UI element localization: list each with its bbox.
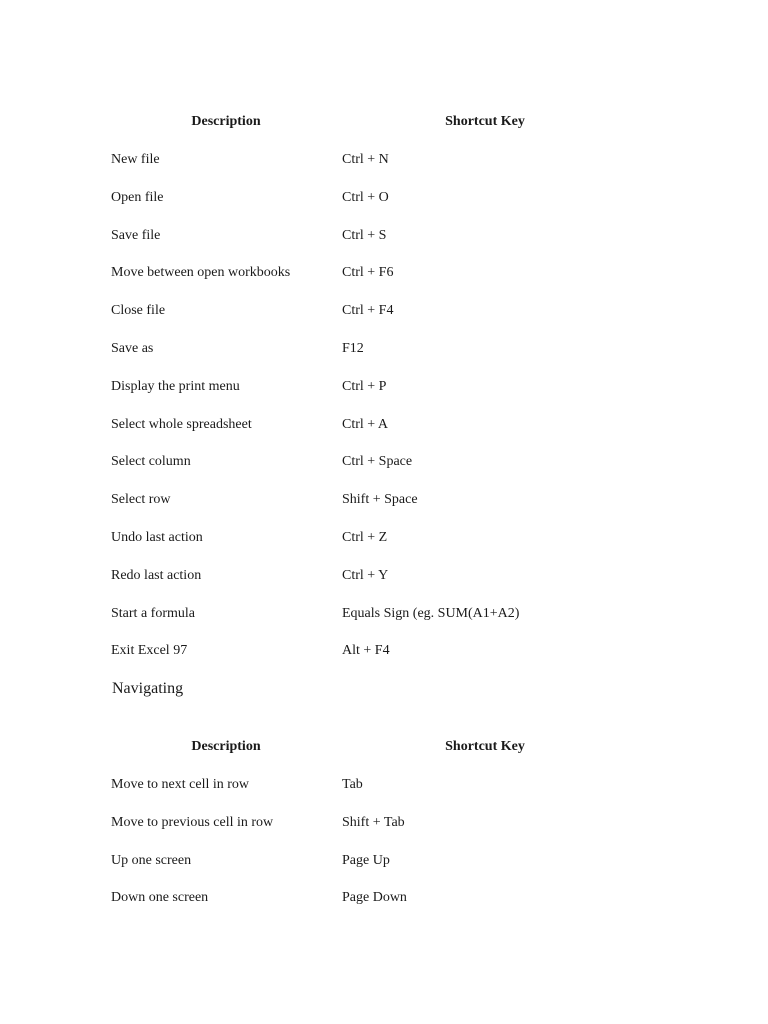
row-description: Move between open workbooks [111, 265, 291, 281]
row-description: Open file [111, 189, 164, 205]
column-header-description: Description [191, 114, 261, 129]
row-shortcut: Alt + F4 [342, 643, 390, 659]
table-row [111, 526, 611, 564]
column-header-description: Description [191, 739, 261, 754]
table-row [111, 224, 611, 262]
table-row [111, 375, 611, 413]
row-description: Undo last action [111, 529, 203, 545]
row-shortcut: Ctrl + A [342, 416, 389, 432]
row-description: Up one screen [111, 852, 192, 868]
column-header-shortcut-key: Shortcut Key [445, 739, 525, 754]
table-row [111, 299, 611, 337]
row-description: Save as [111, 340, 154, 356]
table-row [111, 564, 611, 602]
row-description: Exit Excel 97 [111, 643, 188, 659]
row-description: Start a formula [111, 605, 195, 621]
table-row [111, 413, 611, 451]
table-row [111, 886, 611, 924]
table-header-row [111, 735, 611, 773]
row-description: Move to next cell in row [111, 777, 250, 792]
shortcuts-table-general [111, 110, 611, 677]
row-description: Select whole spreadsheet [111, 416, 252, 432]
column-header-shortcut-key: Shortcut Key [445, 114, 525, 129]
table-row [111, 450, 611, 488]
table-row [111, 488, 611, 526]
row-shortcut: Ctrl + F4 [342, 303, 394, 319]
table-row [111, 186, 611, 224]
table-row [111, 602, 611, 640]
table-row [111, 148, 611, 186]
table-row [111, 337, 611, 375]
row-shortcut: Ctrl + Y [342, 567, 389, 583]
row-description: Down one screen [111, 890, 209, 906]
row-shortcut: Page Down [342, 890, 407, 906]
row-description: Move to previous cell in row [111, 814, 274, 830]
row-shortcut: Ctrl + F6 [342, 265, 394, 281]
shortcuts-table-navigating [111, 735, 611, 924]
table-row [111, 261, 611, 299]
table-row [111, 849, 611, 887]
table-row [111, 773, 611, 811]
section-heading-navigating: Navigating [112, 680, 184, 697]
row-description: Select row [111, 492, 171, 508]
table-header-row [111, 110, 611, 148]
row-shortcut: Shift + Space [342, 492, 418, 508]
row-shortcut: Ctrl + N [342, 152, 389, 167]
row-shortcut: Ctrl + Z [342, 529, 388, 545]
row-description: Save file [111, 227, 161, 243]
row-description: Display the print menu [111, 378, 240, 394]
row-shortcut: Ctrl + P [342, 378, 387, 394]
row-shortcut: Ctrl + S [342, 227, 387, 243]
table-row [111, 811, 611, 849]
row-description: New file [111, 152, 160, 167]
row-description: Close file [111, 303, 166, 319]
row-shortcut: Ctrl + Space [342, 454, 413, 470]
table-row [111, 639, 611, 677]
row-shortcut: Shift + Tab [342, 814, 405, 830]
row-shortcut: Ctrl + O [342, 189, 389, 205]
row-shortcut: Equals Sign (eg. SUM(A1+A2) [342, 605, 520, 621]
row-shortcut: Tab [342, 777, 363, 792]
row-description: Redo last action [111, 567, 202, 583]
row-description: Select column [111, 454, 191, 470]
row-shortcut: Page Up [342, 852, 390, 868]
row-shortcut: F12 [342, 340, 364, 356]
